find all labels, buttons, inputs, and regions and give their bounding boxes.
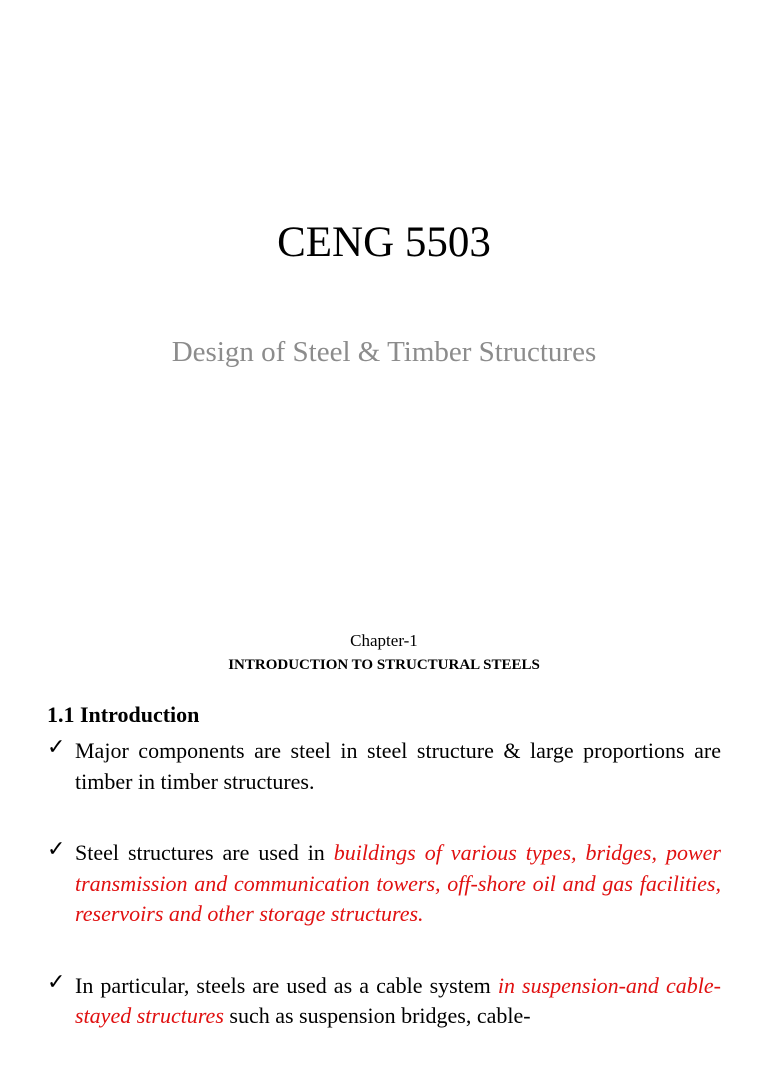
list-item [47, 838, 721, 930]
check-mark-icon: ✓ [47, 837, 66, 862]
list-item [47, 971, 721, 1032]
chapter-label: Chapter-1 [350, 631, 418, 650]
slide-title: CENG 5503 [277, 219, 491, 266]
item-text: Major components are steel in steel structure & large proportions are timber in timber structures. [75, 738, 721, 794]
slide-subtitle: Design of Steel & Timber Structures [171, 336, 597, 368]
list-item [47, 736, 721, 797]
bullet-list [47, 736, 721, 1073]
item-tail-text: such as suspension bridges, cable- [223, 1003, 531, 1028]
chapter-title: INTRODUCTION TO STRUCTURAL STEELS [228, 657, 540, 673]
check-mark-icon: ✓ [47, 969, 66, 995]
check-mark-icon: ✓ [47, 735, 66, 760]
section-heading: 1.1 Introduction [47, 702, 200, 727]
item-lead-text: Steel structures are used in [75, 840, 334, 865]
item-lead-text: In particular, steels are used as a cable system [75, 972, 498, 998]
item-highlight-text: buildings of various types, bridges, power transmission and communication towers, off-shore oil and gas facilities, reservoirs and other storage structures. [75, 840, 721, 926]
item-highlight-text: in suspension-and cable-stayed structures [75, 972, 722, 1028]
